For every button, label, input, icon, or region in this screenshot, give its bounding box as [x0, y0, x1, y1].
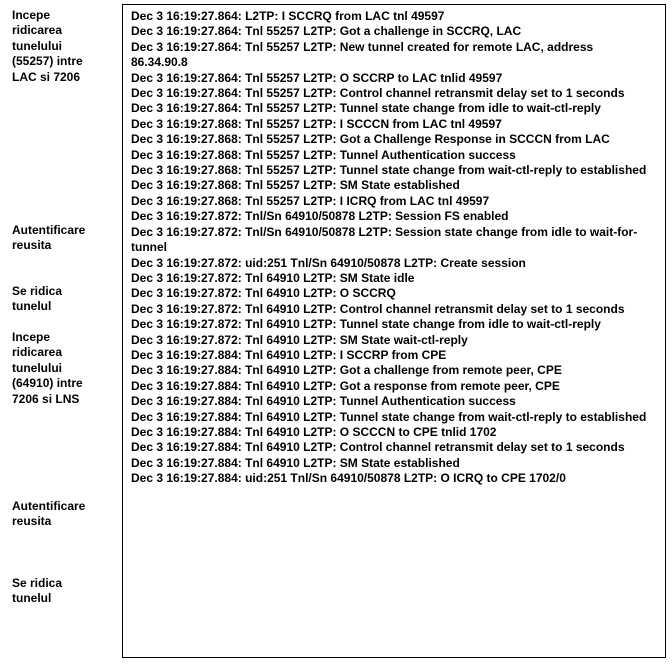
log-line: Dec 3 16:19:27.872: Tnl 64910 L2TP: Control channel retransmit delay set to 1 seconds: [131, 301, 625, 316]
log-line: Dec 3 16:19:27.872: uid:251 Tnl/Sn 64910/50878 L2TP: Create session: [131, 255, 526, 270]
log-line: Dec 3 16:19:27.872: Tnl/Sn 64910/50878 L2TP: Session FS enabled: [131, 209, 509, 224]
log-line: Dec 3 16:19:27.872: Tnl/Sn 64910/50878 L2TP: Session state change from idle to wait-for-tunnel: [131, 224, 638, 255]
log-line: Dec 3 16:19:27.884: Tnl 64910 L2TP: Got a response from remote peer, CPE: [131, 378, 560, 393]
log-line: Dec 3 16:19:27.868: Tnl 55257 L2TP: I ICRQ from LAC tnl 49597: [131, 193, 490, 208]
annotation-tunnel-up-2: Se ridica tunelul: [12, 576, 63, 606]
log-line: Dec 3 16:19:27.884: Tnl 64910 L2TP: SM State established: [131, 455, 460, 470]
log-line: Dec 3 16:19:27.868: Tnl 55257 L2TP: Tunnel Authentication success: [131, 147, 516, 162]
log-line: Dec 3 16:19:27.884: Tnl 64910 L2TP: O SCCCN to CPE tnlid 1702: [131, 424, 497, 439]
log-line: Dec 3 16:19:27.884: uid:251 Tnl/Sn 64910/50878 L2TP: O ICRQ to CPE 1702/0: [131, 471, 566, 486]
log-line: Dec 3 16:19:27.864: Tnl 55257 L2TP: O SCCRP to LAC tnlid 49597: [131, 70, 503, 85]
log-line: Dec 3 16:19:27.868: Tnl 55257 L2TP: I SCCCN from LAC tnl 49597: [131, 116, 502, 131]
annotation-tunnel-setup-start-2: Incepe ridicarea tunelului (64910) intre 7206 si LNS: [12, 330, 83, 406]
log-line: Dec 3 16:19:27.872: Tnl 64910 L2TP: O SCCRQ: [131, 286, 396, 301]
log-line: Dec 3 16:19:27.868: Tnl 55257 L2TP: Got a Challenge Response in SCCCN from LAC: [131, 132, 610, 147]
annotation-tunnel-setup-start-1: Incepe ridicarea tunelului (55257) intre LAC si 7206: [12, 8, 83, 84]
log-line: Dec 3 16:19:27.884: Tnl 64910 L2TP: Got a challenge from remote peer, CPE: [131, 363, 562, 378]
log-line: Dec 3 16:19:27.864: Tnl 55257 L2TP: New tunnel created for remote LAC, address 86.34.90.8: [131, 39, 594, 70]
log-line: Dec 3 16:19:27.872: Tnl 64910 L2TP: SM State wait-ctl-reply: [131, 332, 468, 347]
log-line: Dec 3 16:19:27.864: L2TP: I SCCRQ from LAC tnl 49597: [131, 9, 445, 23]
log-line: Dec 3 16:19:27.864: Tnl 55257 L2TP: Control channel retransmit delay set to 1 seconds: [131, 86, 625, 101]
log-line: Dec 3 16:19:27.884: Tnl 64910 L2TP: Tunnel state change from wait-ctl-reply to established: [131, 409, 647, 424]
log-line: Dec 3 16:19:27.868: Tnl 55257 L2TP: Tunnel state change from wait-ctl-reply to established: [131, 163, 647, 178]
annotation-tunnel-up-1: Se ridica tunelul: [12, 284, 63, 314]
log-line: Dec 3 16:19:27.884: Tnl 64910 L2TP: I SCCRP from CPE: [131, 347, 447, 362]
annotation-auth-success-2: Autentificare reusita: [12, 499, 86, 529]
log-line: Dec 3 16:19:27.868: Tnl 55257 L2TP: SM State established: [131, 178, 460, 193]
log-line: Dec 3 16:19:27.884: Tnl 64910 L2TP: Tunnel Authentication success: [131, 394, 516, 409]
log-line: Dec 3 16:19:27.864: Tnl 55257 L2TP: Tunnel state change from idle to wait-ctl-reply: [131, 101, 601, 116]
log-line: Dec 3 16:19:27.872: Tnl 64910 L2TP: Tunnel state change from idle to wait-ctl-reply: [131, 317, 601, 332]
log-line: Dec 3 16:19:27.884: Tnl 64910 L2TP: Control channel retransmit delay set to 1 seconds: [131, 440, 625, 455]
debug-log-box: [122, 4, 666, 658]
debug-log-lines: [131, 9, 651, 487]
log-line: Dec 3 16:19:27.864: Tnl 55257 L2TP: Got a challenge in SCCRQ, LAC: [131, 24, 522, 39]
log-line: Dec 3 16:19:27.872: Tnl 64910 L2TP: SM State idle: [131, 270, 415, 285]
annotation-auth-success-1: Autentificare reusita: [12, 223, 86, 253]
